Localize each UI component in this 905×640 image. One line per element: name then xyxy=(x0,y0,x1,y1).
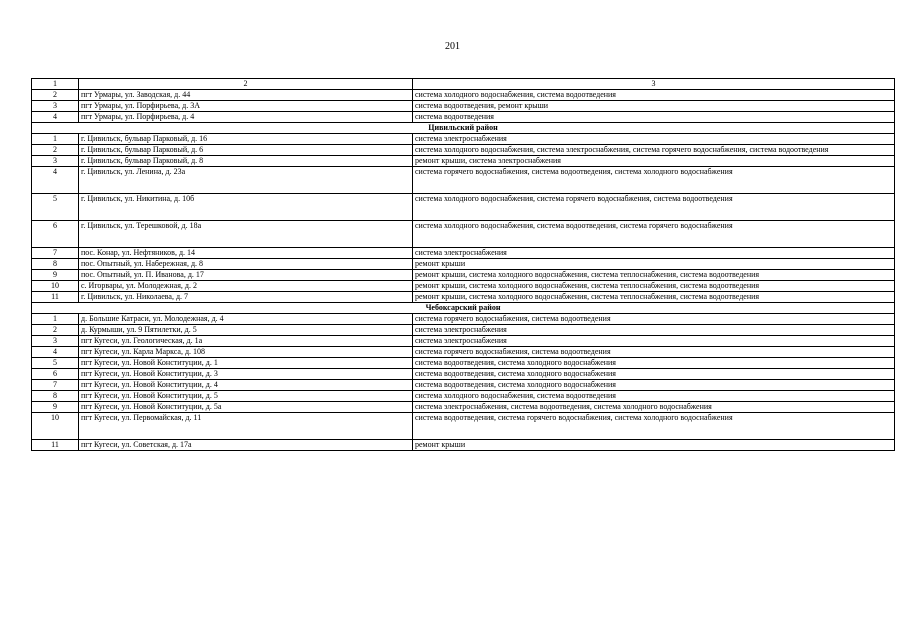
table-row xyxy=(32,101,895,112)
row-number-cell: 8 xyxy=(32,391,79,402)
works-cell: система электроснабжения xyxy=(413,134,895,145)
row-number-cell: 10 xyxy=(32,281,79,292)
works-cell: ремонт крыши, система холодного водоснабжения, система теплоснабжения, система водоотведения xyxy=(413,270,895,281)
table-row xyxy=(32,391,895,402)
works-cell: система холодного водоснабжения, система электроснабжения, система горячего водоснабжения, система водоотведения xyxy=(413,145,895,156)
works-cell: система электроснабжения, система водоотведения, система холодного водоснабжения xyxy=(413,402,895,413)
table-row xyxy=(32,270,895,281)
works-cell: ремонт крыши, система электроснабжения xyxy=(413,156,895,167)
row-number-cell: 2 xyxy=(32,90,79,101)
works-cell: ремонт крыши xyxy=(413,440,895,451)
address-cell: пгт Кугеси, ул. Новой Конституции, д. 5 xyxy=(79,391,413,402)
row-number-cell: 4 xyxy=(32,167,79,194)
table-row xyxy=(32,156,895,167)
address-cell: д. Курмыши, ул. 9 Пятилетки, д. 5 xyxy=(79,325,413,336)
table-row xyxy=(32,314,895,325)
address-cell: пгт Кугеси, ул. Геологическая, д. 1а xyxy=(79,336,413,347)
row-number-cell: 9 xyxy=(32,402,79,413)
works-cell: ремонт крыши, система холодного водоснабжения, система теплоснабжения, система водоотведения xyxy=(413,292,895,303)
row-number-cell: 10 xyxy=(32,413,79,440)
table-row xyxy=(32,440,895,451)
table-row xyxy=(32,281,895,292)
row-number-cell: 4 xyxy=(32,347,79,358)
works-cell: система водоотведения, система холодного водоснабжения xyxy=(413,369,895,380)
table-row xyxy=(32,402,895,413)
row-number-cell: 1 xyxy=(32,314,79,325)
works-cell: ремонт крыши xyxy=(413,259,895,270)
address-cell: г. Цивильск, ул. Ленина, д. 23а xyxy=(79,167,413,194)
table-body xyxy=(32,79,895,451)
repair-works-table xyxy=(31,78,895,451)
address-cell: д. Большие Катраси, ул. Молодежная, д. 4 xyxy=(79,314,413,325)
address-cell: г. Цивильск, ул. Николаева, д. 7 xyxy=(79,292,413,303)
address-cell: г. Цивильск, ул. Терешковой, д. 18а xyxy=(79,221,413,248)
works-cell: система горячего водоснабжения, система водоотведения xyxy=(413,314,895,325)
section-heading-row xyxy=(32,123,895,134)
table-row xyxy=(32,259,895,270)
table-row xyxy=(32,292,895,303)
table-row xyxy=(32,413,895,440)
works-cell: система горячего водоснабжения, система водоотведения, система холодного водоснабжения xyxy=(413,167,895,194)
address-cell: пгт Кугеси, ул. Новой Конституции, д. 5а xyxy=(79,402,413,413)
row-number-cell: 8 xyxy=(32,259,79,270)
table-row xyxy=(32,248,895,259)
table-row xyxy=(32,347,895,358)
table-row xyxy=(32,194,895,221)
page-number: 201 xyxy=(445,41,460,52)
address-cell: пгт Урмары, ул. Заводская, д. 44 xyxy=(79,90,413,101)
header-cell-address: 2 xyxy=(79,79,413,90)
address-cell: пгт Урмары, ул. Порфирьева, д. 3А xyxy=(79,101,413,112)
row-number-cell: 1 xyxy=(32,134,79,145)
works-cell: ремонт крыши, система холодного водоснабжения, система теплоснабжения, система водоотведения xyxy=(413,281,895,292)
address-cell: пгт Кугеси, ул. Карла Маркса, д. 108 xyxy=(79,347,413,358)
table-row xyxy=(32,380,895,391)
works-cell: система холодного водоснабжения, система водоотведения xyxy=(413,90,895,101)
works-cell: система водоотведения, система холодного водоснабжения xyxy=(413,380,895,391)
row-number-cell: 7 xyxy=(32,380,79,391)
works-cell: система электроснабжения xyxy=(413,336,895,347)
table-row xyxy=(32,336,895,347)
section-heading-row xyxy=(32,303,895,314)
table-row xyxy=(32,145,895,156)
header-cell-works: 3 xyxy=(413,79,895,90)
row-number-cell: 7 xyxy=(32,248,79,259)
address-cell: пос. Конар, ул. Нефтяников, д. 14 xyxy=(79,248,413,259)
table-row xyxy=(32,90,895,101)
works-cell: система холодного водоснабжения, система горячего водоснабжения, система водоотведения xyxy=(413,194,895,221)
works-cell: система электроснабжения xyxy=(413,248,895,259)
row-number-cell: 11 xyxy=(32,440,79,451)
address-cell: пгт Кугеси, ул. Новой Конституции, д. 1 xyxy=(79,358,413,369)
address-cell: пос. Опытный, ул. П. Иванова, д. 17 xyxy=(79,270,413,281)
header-cell-number: 1 xyxy=(32,79,79,90)
table-row xyxy=(32,221,895,248)
address-cell: пгт Кугеси, ул. Новой Конституции, д. 3 xyxy=(79,369,413,380)
address-cell: пос. Опытный, ул. Набережная, д. 8 xyxy=(79,259,413,270)
address-cell: с. Игорвары, ул. Молодежная, д. 2 xyxy=(79,281,413,292)
works-cell: система водоотведения, ремонт крыши xyxy=(413,101,895,112)
works-cell: система водоотведения xyxy=(413,112,895,123)
address-cell: пгт Кугеси, ул. Новой Конституции, д. 4 xyxy=(79,380,413,391)
header-row xyxy=(32,79,895,90)
address-cell: г. Цивильск, бульвар Парковый, д. 8 xyxy=(79,156,413,167)
address-cell: г. Цивильск, ул. Никитина, д. 10б xyxy=(79,194,413,221)
table-row xyxy=(32,369,895,380)
section-heading: Цивильский район xyxy=(32,123,895,134)
table-row xyxy=(32,134,895,145)
address-cell: г. Цивильск, бульвар Парковый, д. 16 xyxy=(79,134,413,145)
address-cell: пгт Кугеси, ул. Советская, д. 17а xyxy=(79,440,413,451)
row-number-cell: 5 xyxy=(32,194,79,221)
works-cell: система горячего водоснабжения, система водоотведения xyxy=(413,347,895,358)
row-number-cell: 11 xyxy=(32,292,79,303)
table-row xyxy=(32,358,895,369)
works-cell: система водоотведения, система холодного водоснабжения xyxy=(413,358,895,369)
row-number-cell: 6 xyxy=(32,369,79,380)
address-cell: пгт Кугеси, ул. Первомайская, д. 11 xyxy=(79,413,413,440)
row-number-cell: 3 xyxy=(32,156,79,167)
row-number-cell: 9 xyxy=(32,270,79,281)
row-number-cell: 4 xyxy=(32,112,79,123)
row-number-cell: 3 xyxy=(32,101,79,112)
table-row xyxy=(32,112,895,123)
table-row xyxy=(32,167,895,194)
works-cell: система холодного водоснабжения, система водоотведения, система горячего водоснабжения xyxy=(413,221,895,248)
works-cell: система водоотведения, система горячего водоснабжения, система холодного водоснабжения xyxy=(413,413,895,440)
works-cell: система холодного водоснабжения, система водоотведения xyxy=(413,391,895,402)
address-cell: пгт Урмары, ул. Порфирьева, д. 4 xyxy=(79,112,413,123)
table-row xyxy=(32,325,895,336)
row-number-cell: 2 xyxy=(32,325,79,336)
row-number-cell: 6 xyxy=(32,221,79,248)
row-number-cell: 3 xyxy=(32,336,79,347)
row-number-cell: 2 xyxy=(32,145,79,156)
works-cell: система электроснабжения xyxy=(413,325,895,336)
row-number-cell: 5 xyxy=(32,358,79,369)
address-cell: г. Цивильск, бульвар Парковый, д. 6 xyxy=(79,145,413,156)
section-heading: Чебоксарский район xyxy=(32,303,895,314)
